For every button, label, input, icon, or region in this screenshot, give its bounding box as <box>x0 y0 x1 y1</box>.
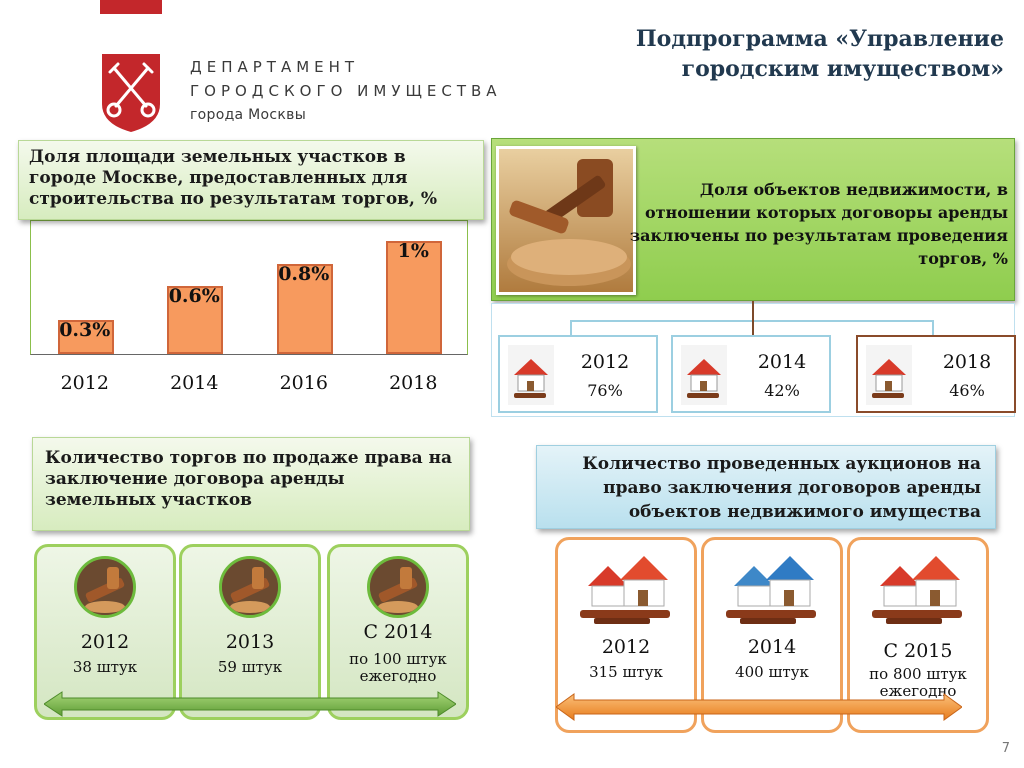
org-line-3: города Москвы <box>190 107 307 123</box>
chart-tick-label: 2012 <box>60 372 109 394</box>
brand-top-bar <box>100 0 162 14</box>
stat-value: 42% <box>764 381 800 400</box>
card-value: 315 штук <box>589 663 663 681</box>
timeline-arrow-icon <box>44 690 456 718</box>
chart-data-label: 0.3% <box>59 319 111 341</box>
coat-of-arms-icon <box>100 52 162 134</box>
card-year: 2013 <box>225 631 275 653</box>
chart-data-label: 0.8% <box>278 263 330 285</box>
lease-share-caption: Доля объектов недвижимости, в отношении которых договоры аренды заключены по результатам проведения торгов, % <box>629 180 1008 268</box>
timeline-arrow-icon <box>556 692 962 722</box>
house-icon <box>574 552 678 628</box>
card-value: 400 штук <box>735 663 809 681</box>
land-share-caption: Доля площади земельных участков в городе Москве, предоставленных для строительства по результатам торгов, % <box>18 140 484 220</box>
card-value: 59 штук <box>217 658 283 676</box>
page-title-line-2: городским имуществом» <box>681 56 1004 82</box>
card-year: С 2015 <box>883 640 953 662</box>
page-number: 7 <box>1001 741 1010 756</box>
card-value: по 800 штук ежегодно <box>869 665 967 700</box>
page-title-line-1: Подпрограмма «Управление <box>635 26 1004 52</box>
page-title <box>544 24 1004 84</box>
chart-tick-label: 2014 <box>170 372 219 394</box>
house-icon <box>508 345 554 405</box>
tree-stub <box>752 320 754 336</box>
department-name <box>190 56 502 126</box>
tree-stub <box>570 320 572 336</box>
land-auctions-caption: Количество торгов по продаже права на заключение договора аренды земельных участков <box>32 437 470 531</box>
card-year: 2014 <box>747 636 797 658</box>
chart-tick-label: 2016 <box>279 372 328 394</box>
stat-year: 2014 <box>757 351 807 373</box>
org-line-2: ГОРОДСКОГО ИМУЩЕСТВА <box>190 82 502 100</box>
gavel-icon <box>499 149 633 292</box>
stat-year: 2012 <box>580 351 630 373</box>
gavel-icon <box>219 556 281 618</box>
stat-year: 2018 <box>942 351 992 373</box>
lease-share-card-2014 <box>671 335 831 413</box>
stat-value: 76% <box>587 381 623 400</box>
card-year: 2012 <box>601 636 651 658</box>
gavel-icon <box>74 556 136 618</box>
lease-share-card-2018 <box>856 335 1016 413</box>
card-year: С 2014 <box>363 621 433 643</box>
gavel-icon <box>367 556 429 618</box>
property-auctions-caption: Количество проведенных аукционов на право заключения договоров аренды объектов недвижимого имущества <box>536 445 996 529</box>
house-icon <box>866 345 912 405</box>
org-line-1: ДЕПАРТАМЕНТ <box>190 58 360 76</box>
house-icon <box>720 552 824 628</box>
card-year: 2012 <box>80 631 130 653</box>
chart-tick-label: 2018 <box>389 372 438 394</box>
stat-value: 46% <box>949 381 985 400</box>
gavel-photo <box>496 146 636 295</box>
lease-share-card-2012 <box>498 335 658 413</box>
tree-connector <box>752 301 754 321</box>
card-value: по 100 штук ежегодно <box>349 650 447 685</box>
chart-data-label: 0.6% <box>168 285 220 307</box>
card-value: 38 штук <box>72 658 138 676</box>
house-icon <box>681 345 727 405</box>
tree-stub <box>932 320 934 336</box>
chart-data-label: 1% <box>397 240 429 262</box>
house-icon <box>866 552 970 628</box>
